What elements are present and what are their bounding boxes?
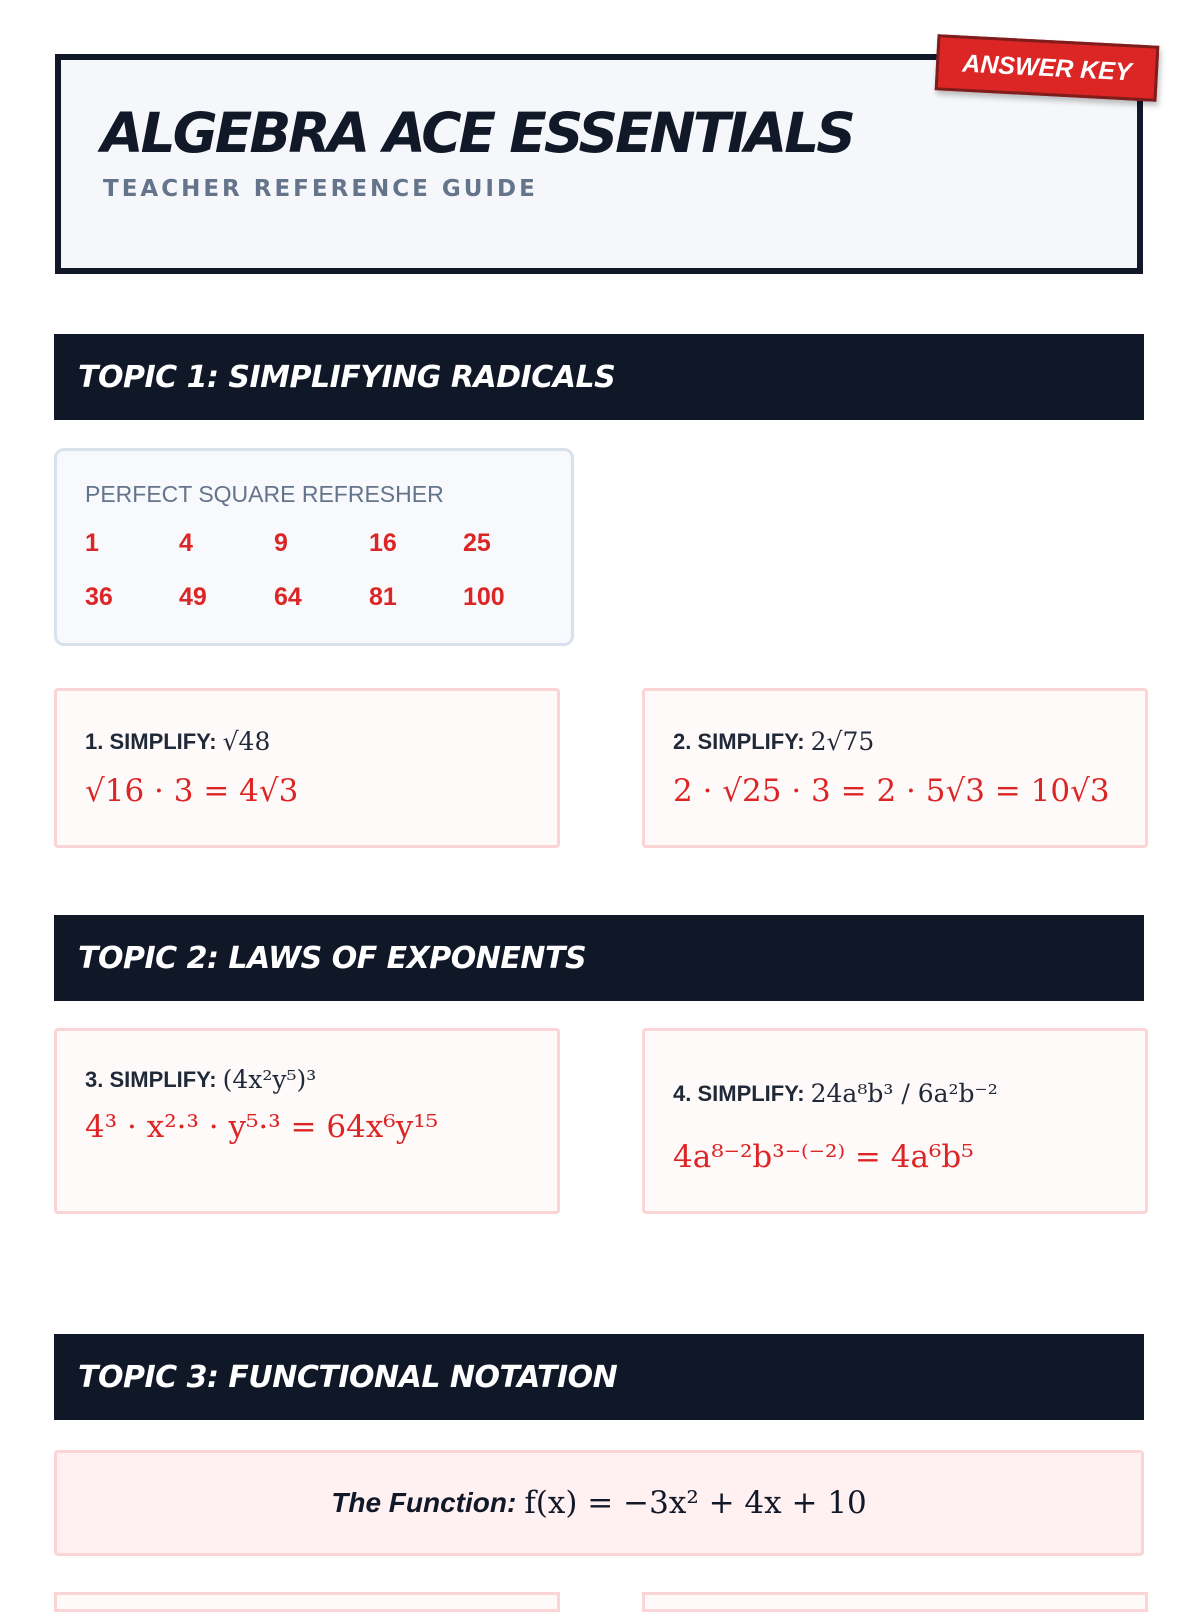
problem-question: [85, 727, 270, 756]
problem-expression: 2√75: [810, 727, 875, 756]
problem-card-1: [54, 688, 560, 848]
page-subtitle: TEACHER REFERENCE GUIDE: [103, 176, 538, 202]
problem-expression: √48: [222, 727, 271, 756]
topic-3-header: TOPIC 3: FUNCTIONAL NOTATION: [54, 1334, 1144, 1420]
problem-card-2: [642, 688, 1148, 848]
problem-answer: 4a⁸⁻²b³⁻⁽⁻²⁾ = 4a⁶b⁵: [673, 1139, 974, 1175]
next-problem-card-right: [642, 1592, 1148, 1612]
topic-1-header: TOPIC 1: SIMPLIFYING RADICALS: [54, 334, 1144, 420]
perfect-square-value: 49: [179, 583, 207, 611]
next-problem-card-left: [54, 1592, 560, 1612]
problem-question: [673, 1079, 998, 1108]
function-expression: f(x) = −3x² + 4x + 10: [524, 1485, 867, 1521]
problem-answer: 4³ · x²·³ · y⁵·³ = 64x⁶y¹⁵: [85, 1109, 439, 1145]
perfect-square-value: 25: [463, 529, 491, 557]
problem-label: 1. SIMPLIFY:: [85, 728, 217, 754]
topic-2-header: TOPIC 2: LAWS OF EXPONENTS: [54, 915, 1144, 1001]
problem-expression: 24a⁸b³ / 6a²b⁻²: [810, 1079, 998, 1108]
perfect-square-value: 9: [274, 529, 288, 557]
problem-card-3: [54, 1028, 560, 1214]
perfect-square-refresher: [54, 448, 574, 646]
problem-label: 4. SIMPLIFY:: [673, 1080, 805, 1106]
problem-answer: √16 · 3 = 4√3: [85, 773, 299, 809]
problem-card-4: [642, 1028, 1148, 1214]
perfect-square-value: 64: [274, 583, 302, 611]
problem-question: [673, 727, 874, 756]
problem-label: 3. SIMPLIFY:: [85, 1066, 217, 1092]
answer-key-stamp: ANSWER KEY: [935, 34, 1160, 102]
problem-question: [85, 1065, 316, 1094]
problem-answer: 2 · √25 · 3 = 2 · 5√3 = 10√3: [673, 773, 1110, 809]
problem-label: 2. SIMPLIFY:: [673, 728, 805, 754]
problem-expression: (4x²y⁵)³: [222, 1065, 317, 1094]
refresher-title: PERFECT SQUARE REFRESHER: [85, 481, 444, 507]
function-label: The Function:: [331, 1487, 517, 1518]
perfect-square-value: 81: [369, 583, 397, 611]
perfect-square-value: 4: [179, 529, 193, 557]
function-definition-box: [54, 1450, 1144, 1556]
page-title: ALGEBRA ACE ESSENTIALS: [101, 101, 853, 165]
perfect-square-value: 100: [463, 583, 505, 611]
perfect-square-value: 36: [85, 583, 113, 611]
perfect-square-value: 16: [369, 529, 397, 557]
perfect-square-value: 1: [85, 529, 99, 557]
